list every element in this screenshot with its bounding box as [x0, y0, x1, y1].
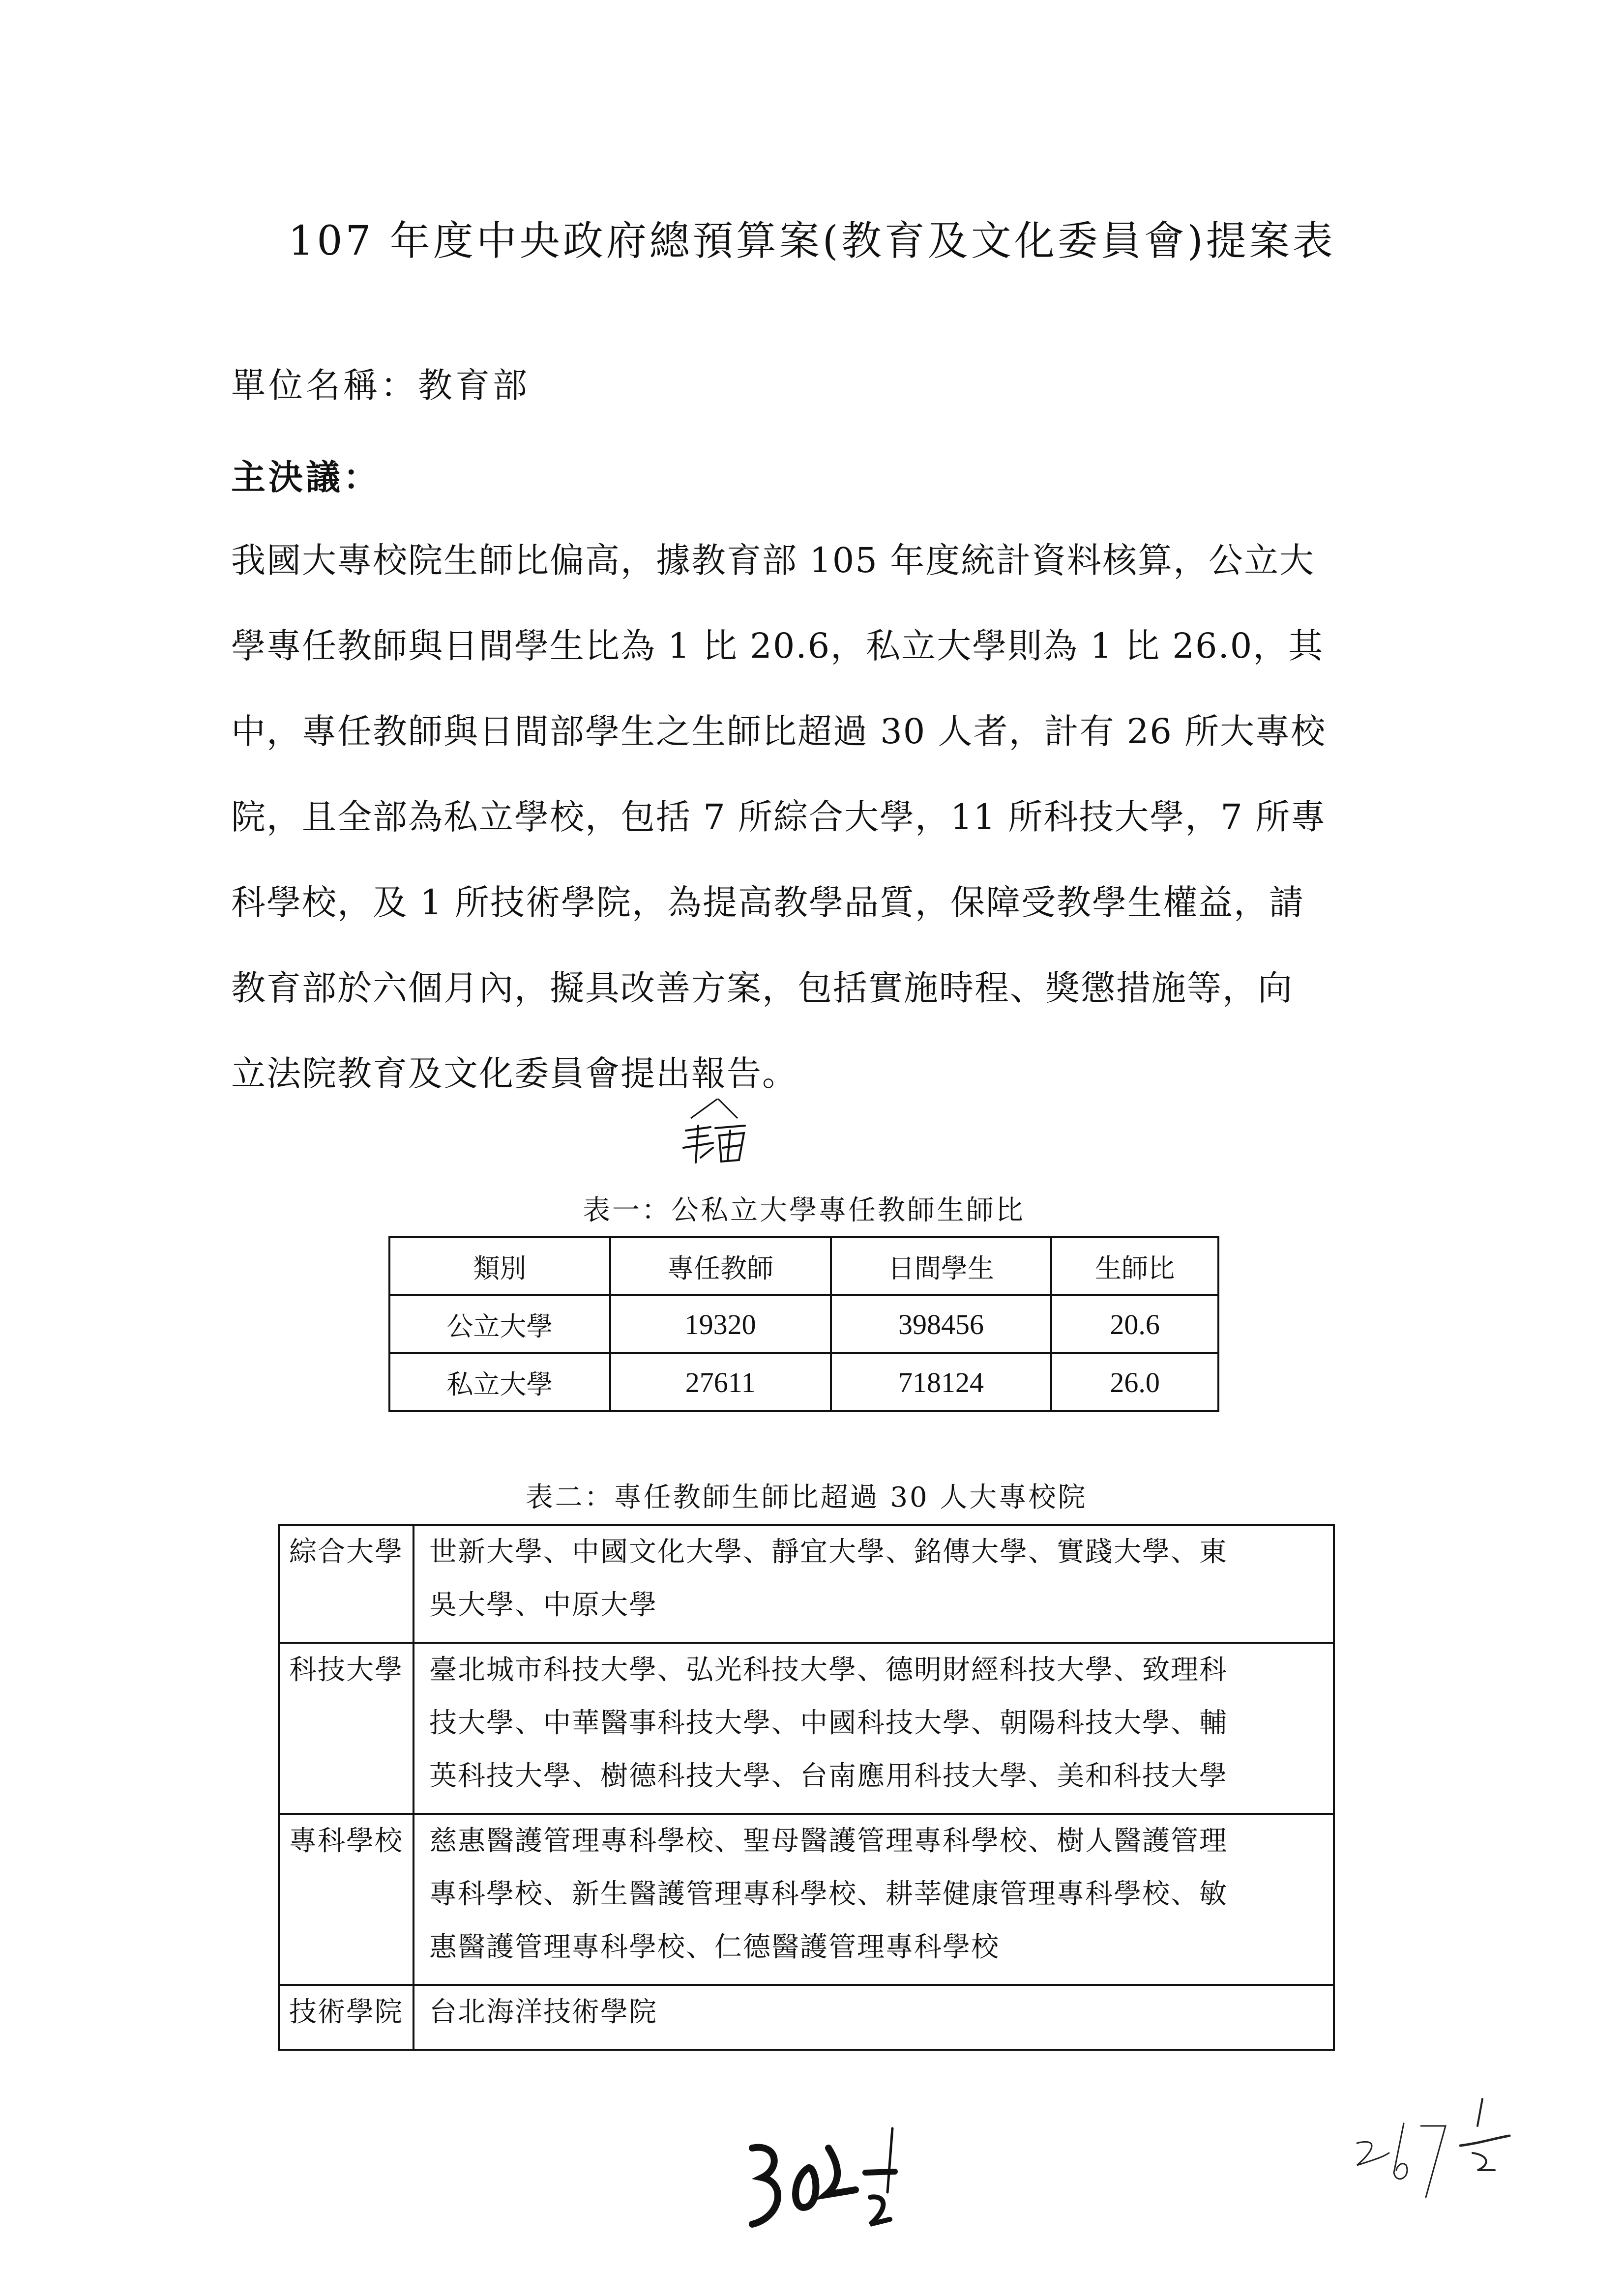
- resolution-label: 主決議：: [231, 457, 381, 497]
- handwritten-insertion: [681, 1099, 799, 1167]
- school-list-line: 臺北城市科技大學、弘光科技大學、德明財經科技大學、致理科: [429, 1654, 1228, 1686]
- paragraph-line: 我國大專校院生師比偏高，據教育部 105 年度統計資料核算，公立大: [231, 540, 1315, 581]
- paragraph-line: 科學校，及 1 所技術學院，為提高教學品質，保障受教學生權益，請: [231, 882, 1305, 923]
- header-cell: 類別: [389, 1237, 610, 1295]
- document-title: 107 年度中央政府總預算案(教育及文化委員會)提案表: [288, 218, 1336, 264]
- school-list-cell: [413, 1814, 1334, 1985]
- ratio-cell: 26.0: [1051, 1353, 1218, 1411]
- teachers-cell: 19320: [610, 1295, 831, 1353]
- teacher-student-ratio-table: [388, 1236, 1219, 1412]
- paragraph-line: 教育部於六個月內，擬具改善方案，包括實施時程、獎懲措施等，向: [231, 968, 1293, 1008]
- school-list-cell: [413, 1525, 1334, 1643]
- table-header-row: [389, 1237, 1218, 1295]
- handwritten-page-number-302: [742, 2109, 988, 2237]
- table2-caption: 表二：專任教師生師比超過 30 人大專校院: [525, 1482, 1088, 1513]
- table1-caption: 表一：公私立大學專任教師生師比: [583, 1194, 1025, 1226]
- table-row: [279, 1643, 1334, 1814]
- students-cell: 718124: [831, 1353, 1052, 1411]
- paragraph-line: 立法院教育及文化委員會提出報告。: [231, 1053, 797, 1094]
- table-row: [279, 1985, 1334, 2050]
- school-list-line: 英科技大學、樹德科技大學、台南應用科技大學、美和科技大學: [429, 1760, 1228, 1792]
- caret-mark-icon: [691, 1099, 738, 1118]
- school-list-line: 技大學、中華醫事科技大學、中國科技大學、朝陽科技大學、輔: [429, 1707, 1228, 1739]
- school-list-line: 專科學校、新生醫護管理專科學校、耕莘健康管理專科學校、敏: [429, 1878, 1228, 1910]
- resolution-paragraph: [231, 536, 1377, 1134]
- paragraph-line: 學專任教師與日間學生比為 1 比 20.6，私立大學則為 1 比 26.0，其: [231, 626, 1324, 666]
- schools-over-30-table: [278, 1524, 1335, 2051]
- school-list-line: 惠醫護管理專科學校、仁德醫護管理專科學校: [429, 1931, 1000, 1963]
- category-cell: 科技大學: [279, 1643, 413, 1814]
- table-row: [279, 1814, 1334, 1985]
- ratio-cell: 20.6: [1051, 1295, 1218, 1353]
- school-list-line: 慈惠醫護管理專科學校、聖母醫護管理專科學校、樹人醫護管理: [429, 1825, 1228, 1857]
- header-cell: 日間學生: [831, 1237, 1052, 1295]
- table-row: [279, 1525, 1334, 1643]
- unit-name: 單位名稱：教育部: [231, 365, 530, 406]
- header-cell: 專任教師: [610, 1237, 831, 1295]
- category-cell: 私立大學: [389, 1353, 610, 1411]
- paragraph-line: 中，專任教師與日間部學生之生師比超過 30 人者，計有 26 所大專校: [231, 711, 1327, 752]
- category-cell: 技術學院: [279, 1985, 413, 2050]
- handwritten-page-number-267: [1347, 2079, 1534, 2212]
- school-list-cell: [413, 1643, 1334, 1814]
- category-cell: 專科學校: [279, 1814, 413, 1985]
- teachers-cell: 27611: [610, 1353, 831, 1411]
- table-row: [389, 1295, 1218, 1353]
- header-cell: 生師比: [1051, 1237, 1218, 1295]
- table-row: [389, 1353, 1218, 1411]
- category-cell: 綜合大學: [279, 1525, 413, 1643]
- paragraph-line: 院，且全部為私立學校，包括 7 所綜合大學，11 所科技大學，7 所專: [231, 797, 1327, 837]
- school-list-line: 吳大學、中原大學: [429, 1589, 657, 1621]
- school-list-line: 台北海洋技術學院: [429, 1996, 657, 2028]
- handwritten-insert-glyphs: [683, 1126, 745, 1163]
- category-cell: 公立大學: [389, 1295, 610, 1353]
- school-list-line: 世新大學、中國文化大學、靜宜大學、銘傳大學、實踐大學、東: [429, 1536, 1228, 1568]
- school-list-cell: [413, 1985, 1334, 2050]
- students-cell: 398456: [831, 1295, 1052, 1353]
